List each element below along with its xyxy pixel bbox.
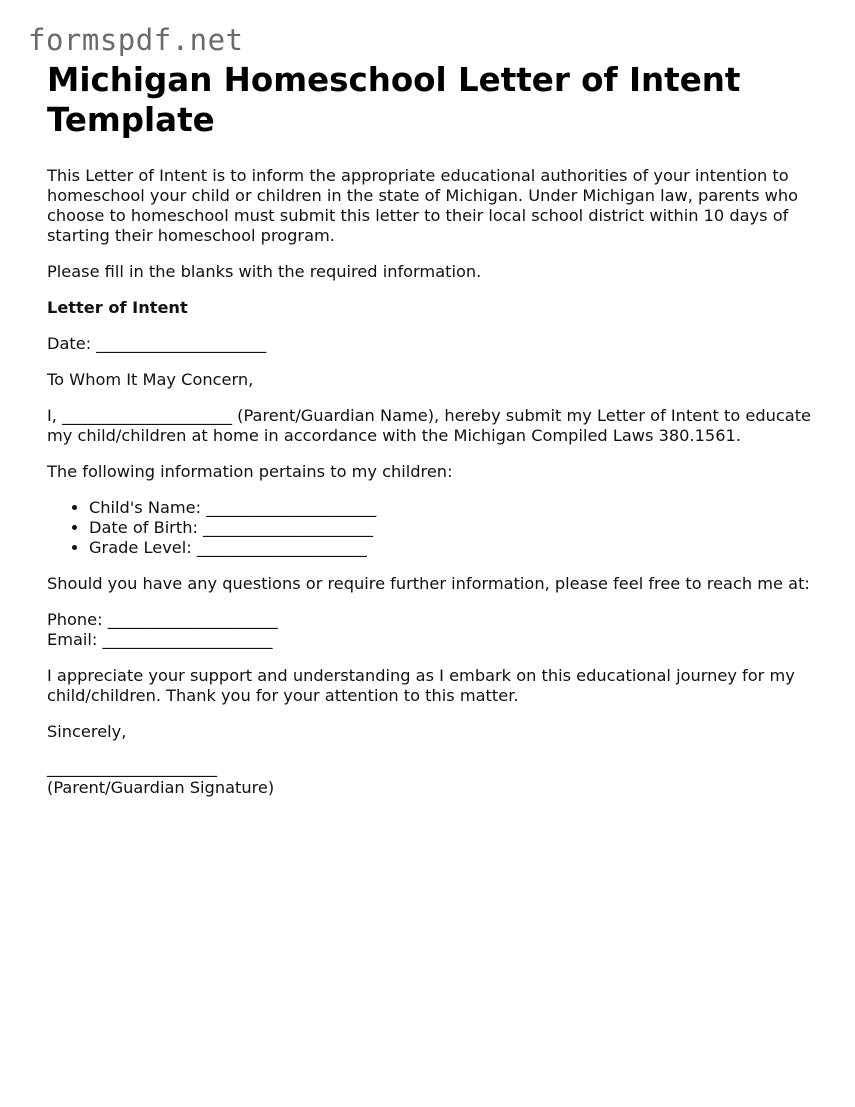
- children-fields-list: [47, 498, 817, 558]
- children-intro: The following information pertains to my children:: [47, 462, 453, 481]
- date-of-birth-field: • Date of Birth: _____________________: [89, 518, 817, 538]
- contact-intro: Should you have any questions or require further information, please feel free to reach me at:: [47, 574, 810, 593]
- signature-line: _____________________: [47, 758, 217, 777]
- child-name-field: • Child's Name: _____________________: [89, 498, 817, 518]
- instructions-paragraph: Please fill in the blanks with the required information.: [47, 262, 482, 281]
- declaration-paragraph: I, _____________________ (Parent/Guardian Name), hereby submit my Letter of Intent to educate my child/children at home in accordance with the Michigan Compiled Laws 380.1561.: [47, 406, 812, 445]
- sign-off: Sincerely,: [47, 722, 127, 741]
- signature-label: (Parent/Guardian Signature): [47, 778, 275, 797]
- closing-paragraph: I appreciate your support and understanding as I embark on this educational journey for my child/children. Thank you for your attention to this matter.: [47, 666, 795, 705]
- letter-heading: Letter of Intent: [47, 298, 188, 317]
- email-line: Email: _____________________: [47, 630, 273, 649]
- watermark: formspdf.net: [28, 23, 244, 57]
- date-line: Date: _____________________: [47, 334, 267, 353]
- phone-line: Phone: _____________________: [47, 610, 278, 629]
- page-title: Michigan Homeschool Letter of Intent Template: [47, 61, 741, 139]
- document-body: [47, 166, 817, 798]
- intro-paragraph: This Letter of Intent is to inform the appropriate educational authorities of your intention to homeschool your child or children in the state of Michigan. Under Michigan law, parents who choose to homeschool must submit this letter to their local school district within 10 days of starting their homeschool program.: [47, 166, 799, 245]
- salutation: To Whom It May Concern,: [47, 370, 254, 389]
- document-page: [47, 60, 817, 814]
- grade-level-field: • Grade Level: _____________________: [89, 538, 817, 558]
